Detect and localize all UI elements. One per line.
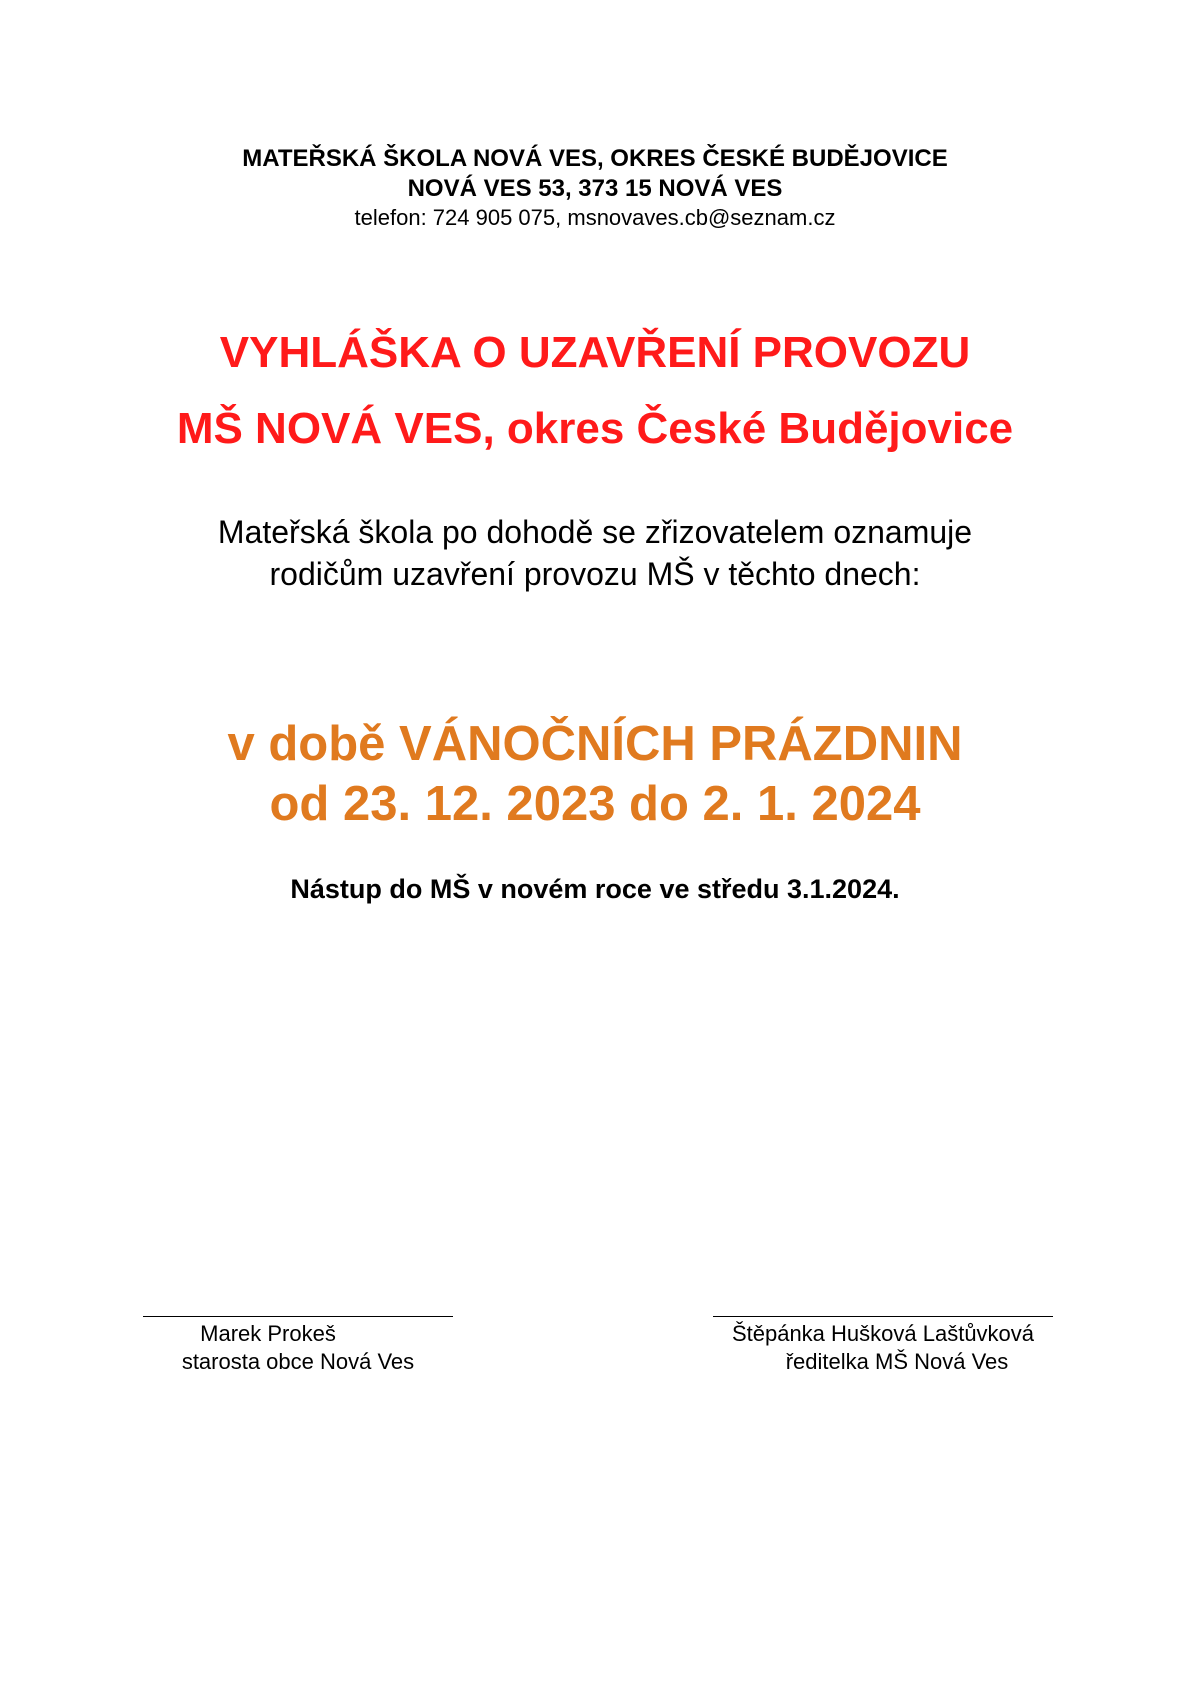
return-note: Nástup do MŠ v novém roce ve středu 3.1.2024.: [290, 874, 900, 904]
intro-line1: Mateřská škola po dohodě se zřizovatelem oznamuje: [217, 514, 973, 550]
intro-line2: rodičům uzavření provozu MŠ v těchto dnech:: [269, 556, 921, 592]
school-name: MATEŘSKÁ ŠKOLA NOVÁ VES, OKRES ČESKÉ BUDĚJOVICE: [242, 145, 948, 172]
signature-line-right: [713, 1316, 1053, 1317]
closure-period-line1: v době VÁNOČNÍCH PRÁZDNIN: [227, 717, 963, 771]
notice-title-line2: MŠ NOVÁ VES, okres České Budějovice: [176, 404, 1014, 453]
school-address: NOVÁ VES 53, 373 15 NOVÁ VES: [407, 175, 783, 202]
signature-right-name: Štěpánka Hušková Laštůvková: [731, 1321, 1035, 1346]
school-contact: telefon: 724 905 075, msnovaves.cb@seznam.cz: [354, 205, 836, 230]
signature-right-role: ředitelka MŠ Nová Ves: [785, 1349, 1009, 1374]
signature-right: [713, 1320, 1053, 1376]
notice-title-line1: VYHLÁŠKA O UZAVŘENÍ PROVOZU: [219, 328, 971, 377]
signature-left-role: starosta obce Nová Ves: [181, 1349, 415, 1374]
signature-left-name: Marek Prokeš: [200, 1321, 336, 1346]
signature-line-left: [143, 1316, 453, 1317]
closure-period-line2: od 23. 12. 2023 do 2. 1. 2024: [269, 777, 921, 831]
signature-left: [143, 1320, 453, 1376]
